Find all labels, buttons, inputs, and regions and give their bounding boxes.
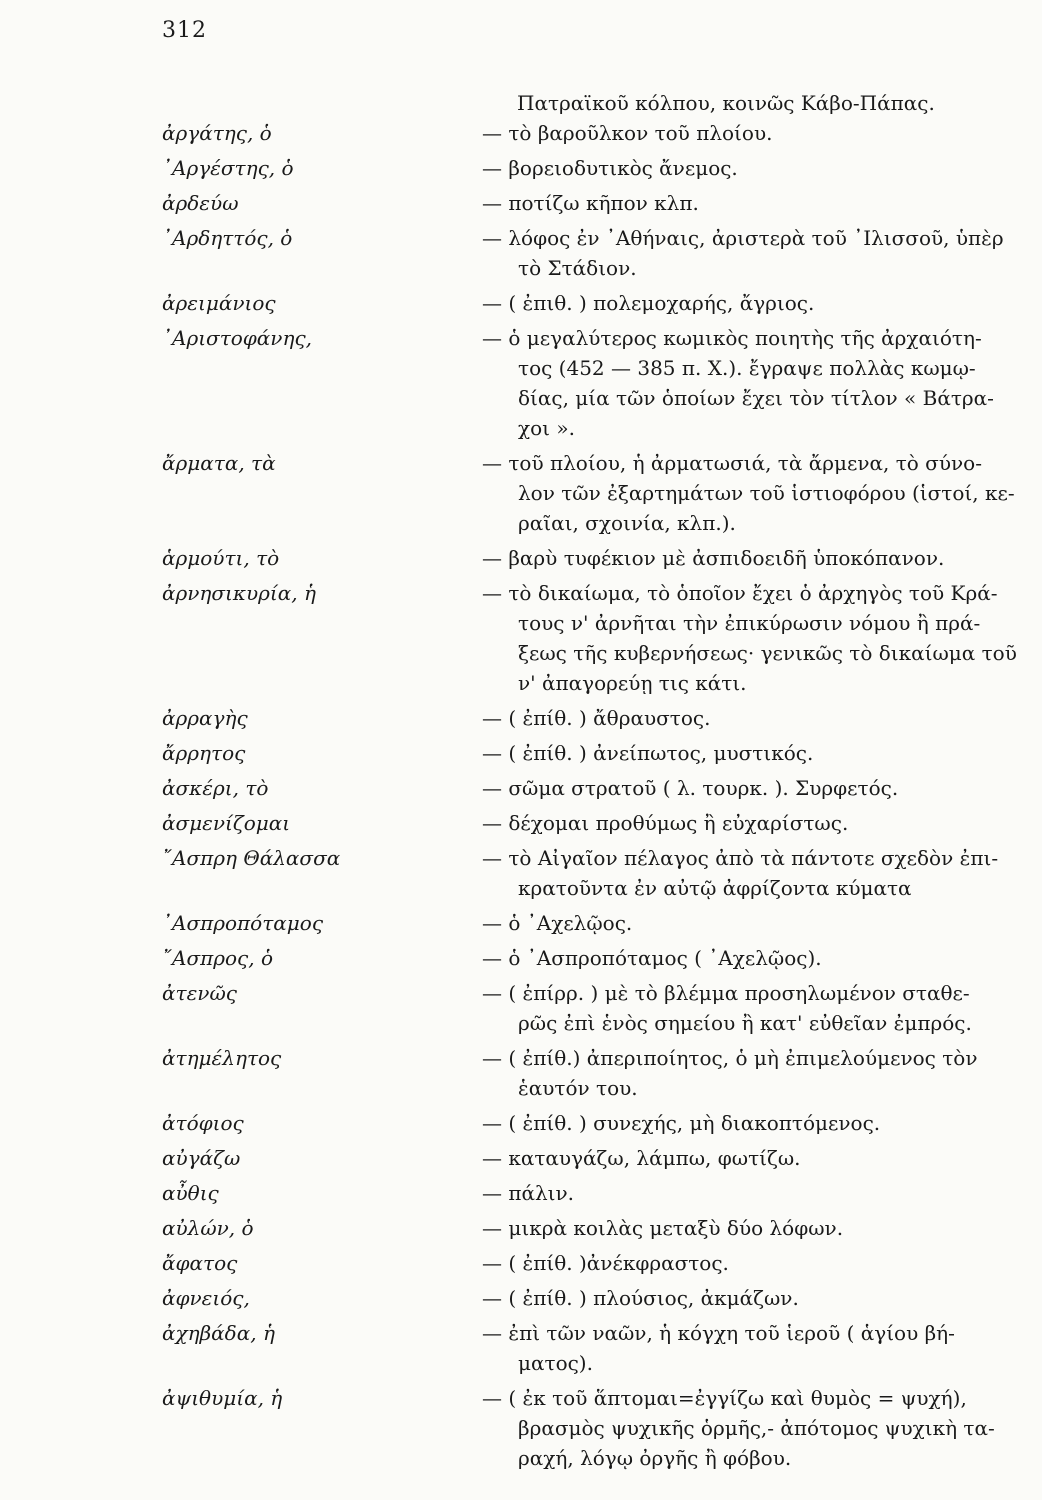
entry-definition <box>482 808 1037 838</box>
entry-definition <box>482 288 1037 318</box>
definition-line: — ( ἐπίθ. ) πλούσιος, ἀκμάζων. <box>482 1286 799 1310</box>
definition-line: — καταυγάζω, λάμπω, φωτίζω. <box>482 1146 801 1170</box>
entry-term: ᾿Αριστοφάνης, <box>162 326 313 350</box>
dictionary-entry <box>162 703 1042 733</box>
entry-definition <box>482 773 1037 803</box>
definition-line: ἑαυτόν του. <box>518 1076 638 1100</box>
definition-line: — ποτίζω κῆπον κλπ. <box>482 191 699 215</box>
definition-line: — λόφος ἐν ᾿Αθήναις, ἀριστερὰ τοῦ ᾿Ιλισσοῦ, ὑπὲρ <box>482 226 1004 250</box>
dictionary-entry <box>162 188 1042 218</box>
entry-definition <box>482 223 1037 283</box>
definition-line: δίας, μία τῶν ὁποίων ἔχει τὸν τίτλον « Βάτρα- <box>518 386 994 410</box>
definition-line: — ( ἐπιθ. ) πολεμοχαρής, ἄγριος. <box>482 291 815 315</box>
dictionary-entry <box>162 1213 1042 1243</box>
entry-definition <box>482 1178 1037 1208</box>
definition-line: — τὸ βαροῦλκον τοῦ πλοίου. <box>482 121 773 145</box>
dictionary-entry <box>162 118 1042 148</box>
definition-line: τους ν' ἀρνῆται τὴν ἐπικύρωσιν νόμου ἢ πρά- <box>518 611 981 635</box>
entry-term: ἀτημέλητος <box>162 1046 282 1070</box>
entry-term: ἄφατος <box>162 1251 238 1275</box>
entry-definition <box>482 578 1037 698</box>
dictionary-entry <box>162 808 1042 838</box>
definition-line: — ἐπὶ τῶν ναῶν, ἡ κόγχη τοῦ ἱεροῦ ( ἁγίου βή- <box>482 1321 955 1345</box>
entry-term: αὖθις <box>162 1181 219 1205</box>
continuation-line: Πατραϊκοῦ κόλπου, κοινῶς Κάβο-Πάπας. <box>517 91 935 115</box>
definition-line: — ( ἐπίθ. ) ἀνείπωτος, μυστικός. <box>482 741 814 765</box>
entry-term: ᾿Αρδηττός, ὁ <box>162 226 293 250</box>
entry-definition <box>482 843 1037 903</box>
definition-line: ματος). <box>518 1351 593 1375</box>
entry-term: ἀσκέρι, τὸ <box>162 776 269 800</box>
entry-term: ἀρειμάνιος <box>162 291 276 315</box>
dictionary-entry <box>162 1248 1042 1278</box>
entry-definition <box>482 1043 1037 1103</box>
dictionary-entry <box>162 908 1042 938</box>
entry-definition <box>482 703 1037 733</box>
entry-definition <box>482 1108 1037 1138</box>
entry-definition <box>482 1383 1037 1473</box>
entry-term: ἄρρητος <box>162 741 246 765</box>
definition-line: — πάλιν. <box>482 1181 575 1205</box>
dictionary-entry <box>162 1283 1042 1313</box>
entry-term: ᾿Ασπροπόταμος <box>162 911 324 935</box>
definition-line: — ( ἐπίθ. ) συνεχής, μὴ διακοπτόμενος. <box>482 1111 881 1135</box>
dictionary-entry <box>162 773 1042 803</box>
definition-line: ν' ἀπαγορεύῃ τις κάτι. <box>518 671 747 695</box>
definition-line: — ὁ μεγαλύτερος κωμικὸς ποιητὴς τῆς ἀρχαιότη- <box>482 326 982 350</box>
dictionary-entry <box>162 943 1042 973</box>
entry-term: ῎Ασπρη Θάλασσα <box>162 846 341 870</box>
entry-definition <box>482 543 1037 573</box>
page-number: 312 <box>162 18 207 43</box>
entry-definition <box>482 908 1037 938</box>
entry-term: αὐγάζω <box>162 1146 241 1170</box>
entry-definition <box>482 1213 1037 1243</box>
definition-line: — ( ἐκ τοῦ ἅπτομαι=ἐγγίζω καὶ θυμὸς = ψυχή), <box>482 1386 967 1410</box>
dictionary-entry <box>162 978 1042 1038</box>
definition-line: — βαρὺ τυφέκιον μὲ ἀσπιδοειδῆ ὑποκόπανον. <box>482 546 945 570</box>
entry-definition <box>482 118 1037 148</box>
dictionary-entry <box>162 1043 1042 1103</box>
definition-line: — ὁ ᾿Ασπροπόταμος ( ᾿Αχελῷος). <box>482 946 822 970</box>
entry-term: ἀτόφιος <box>162 1111 244 1135</box>
definition-line: τὸ Στάδιον. <box>518 256 637 280</box>
definition-line: — τὸ δικαίωμα, τὸ ὁποῖον ἔχει ὁ ἀρχηγὸς τοῦ Κρά- <box>482 581 998 605</box>
definition-line: κρατοῦντα ἐν αὐτῷ ἀφρίζοντα κύματα <box>518 876 912 900</box>
definition-line: ξεως τῆς κυβερνήσεως· γενικῶς τὸ δικαίωμα τοῦ <box>518 641 1017 665</box>
definition-line: λον τῶν ἐξαρτημάτων τοῦ ἱστιοφόρου (ἱστοί, κε- <box>518 481 1015 505</box>
definition-line: ρῶς ἐπὶ ἑνὸς σημείου ἢ κατ' εὐθεῖαν ἐμπρός. <box>518 1011 972 1035</box>
dictionary-entry <box>162 1383 1042 1473</box>
entry-term: ἄρματα, τὰ <box>162 451 276 475</box>
entry-definition <box>482 738 1037 768</box>
entry-term: ἀρραγὴς <box>162 706 248 730</box>
entry-definition <box>482 323 1037 443</box>
definition-line: ραῖαι, σχοινία, κλπ.). <box>518 511 736 535</box>
entry-definition <box>482 448 1037 538</box>
entry-definition <box>482 1318 1037 1378</box>
definition-line: ραχή, λόγῳ ὀργῆς ἢ φόβου. <box>518 1446 792 1470</box>
entry-term: ᾿Αργέστης, ὁ <box>162 156 294 180</box>
dictionary-entries <box>162 118 1042 1478</box>
dictionary-entry <box>162 1143 1042 1173</box>
entry-definition <box>482 943 1037 973</box>
definition-line: — σῶμα στρατοῦ ( λ. τουρκ. ). Συρφετός. <box>482 776 899 800</box>
entry-term: ἀψιθυμία, ἡ <box>162 1386 283 1410</box>
definition-line: — ( ἐπίθ.) ἀπεριποίητος, ὁ μὴ ἐπιμελούμενος τὸν <box>482 1046 978 1070</box>
dictionary-entry <box>162 223 1042 283</box>
definition-line: — ( ἐπίθ. ) ἄθραυστος. <box>482 706 711 730</box>
entry-definition <box>482 1283 1037 1313</box>
entry-term: ἀχηβάδα, ἡ <box>162 1321 275 1345</box>
dictionary-entry <box>162 323 1042 443</box>
entry-definition <box>482 978 1037 1038</box>
entry-definition <box>482 1248 1037 1278</box>
dictionary-entry <box>162 1178 1042 1208</box>
dictionary-entry <box>162 738 1042 768</box>
entry-definition <box>482 153 1037 183</box>
entry-term: ἀφνειός, <box>162 1286 250 1310</box>
entry-term: αὐλών, ὁ <box>162 1216 254 1240</box>
definition-line: — βορειοδυτικὸς ἄνεμος. <box>482 156 738 180</box>
definition-line: — τὸ Αἰγαῖον πέλαγος ἀπὸ τὰ πάντοτε σχεδὸν ἐπι- <box>482 846 999 870</box>
entry-term: ἀτενῶς <box>162 981 237 1005</box>
definition-line: — ὁ ᾿Αχελῷος. <box>482 911 633 935</box>
definition-line: — δέχομαι προθύμως ἢ εὐχαρίστως. <box>482 811 849 835</box>
entry-definition <box>482 1143 1037 1173</box>
entry-term: ἀρδεύω <box>162 191 239 215</box>
dictionary-entry <box>162 578 1042 698</box>
dictionary-entry <box>162 843 1042 903</box>
definition-line: — μικρὰ κοιλὰς μεταξὺ δύο λόφων. <box>482 1216 844 1240</box>
definition-line: βρασμὸς ψυχικῆς ὁρμῆς,- ἀπότομος ψυχικὴ τα- <box>518 1416 995 1440</box>
definition-line: τος (452 — 385 π. Χ.). ἔγραψε πολλὰς κωμῳ- <box>518 356 976 380</box>
dictionary-entry <box>162 1108 1042 1138</box>
definition-line: χοι ». <box>518 416 575 440</box>
definition-line: — ( ἐπίρρ. ) μὲ τὸ βλέμμα προσηλωμένον σταθε- <box>482 981 970 1005</box>
entry-term: ἁρμούτι, τὸ <box>162 546 280 570</box>
entry-term: ἀρνησικυρία, ἡ <box>162 581 316 605</box>
entry-term: ἀργάτης, ὁ <box>162 121 272 145</box>
dictionary-entry <box>162 448 1042 538</box>
entry-definition <box>482 188 1037 218</box>
dictionary-entry <box>162 543 1042 573</box>
dictionary-entry <box>162 288 1042 318</box>
dictionary-entry <box>162 153 1042 183</box>
dictionary-entry <box>162 1318 1042 1378</box>
definition-line: — ( ἐπίθ. )ἀνέκφραστος. <box>482 1251 729 1275</box>
entry-term: ῎Ασπρος, ὁ <box>162 946 273 970</box>
entry-term: ἀσμενίζομαι <box>162 811 291 835</box>
definition-line: — τοῦ πλοίου, ἡ ἀρματωσιά, τὰ ἄρμενα, τὸ σύνο- <box>482 451 982 475</box>
